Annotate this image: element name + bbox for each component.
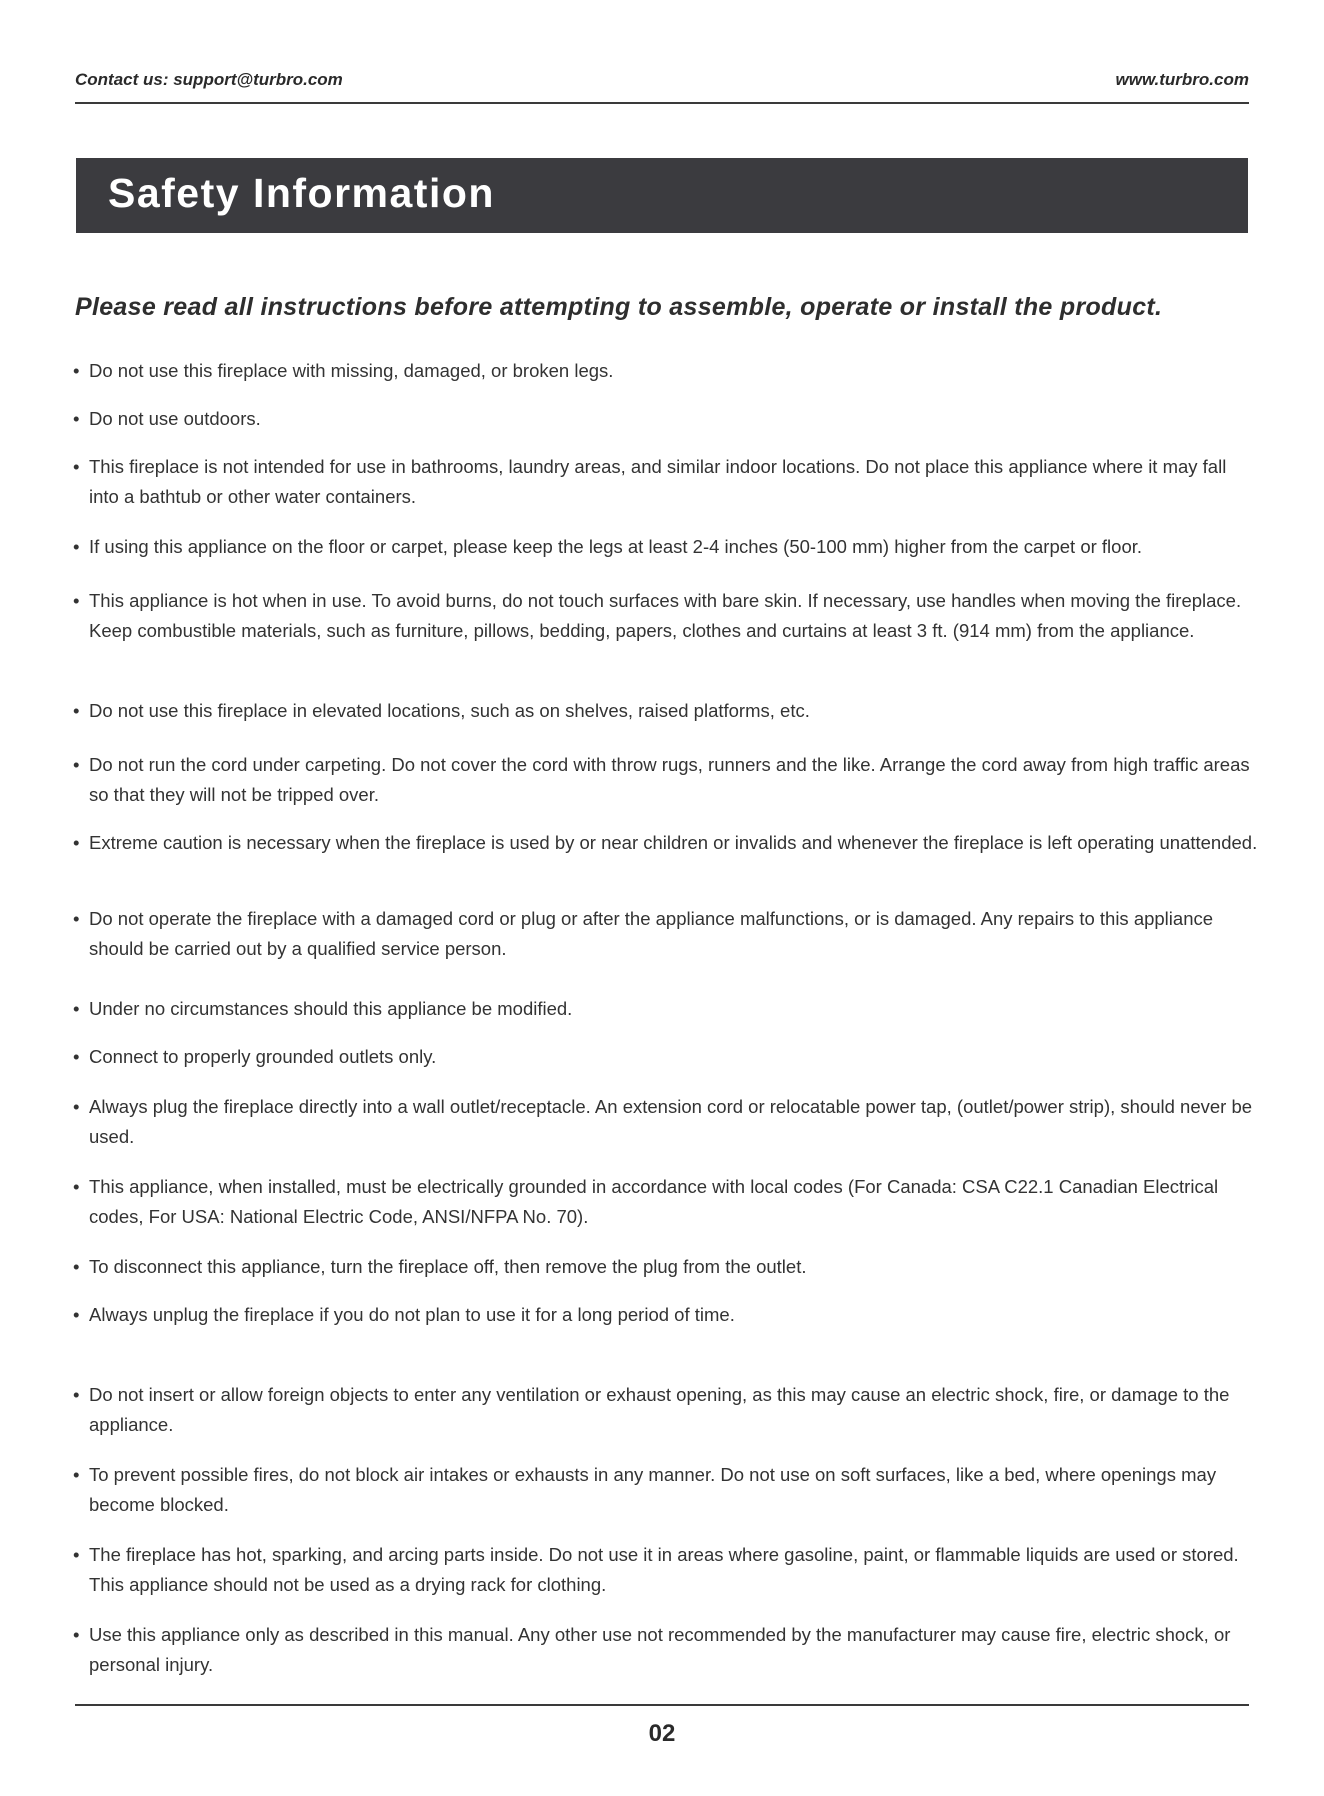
- safety-item-text: Connect to properly grounded outlets only.: [89, 1046, 437, 1067]
- safety-item: [73, 1620, 1258, 1680]
- bullet-icon: •: [73, 1544, 80, 1565]
- bullet-icon: •: [73, 1384, 80, 1405]
- bullet-icon: •: [73, 832, 80, 853]
- safety-item-text: Do not use outdoors.: [89, 408, 261, 429]
- safety-item-text: Use this appliance only as described in this manual. Any other use not recommended by the manufacturer may cause fire, electric shock, or personal injury.: [89, 1624, 1231, 1675]
- safety-item-text: Always plug the fireplace directly into a wall outlet/receptacle. An extension cord or relocatable power tap, (outlet/power strip), should never be used.: [89, 1096, 1253, 1147]
- safety-item-text: This appliance is hot when in use. To avoid burns, do not touch surfaces with bare skin. If necessary, use handles when moving the fireplace. Keep combustible materials, such as furniture, pillows, bedding, papers, clothes and curtains at least 3 ft. (914 mm) from the appliance.: [89, 590, 1242, 641]
- safety-item-text: Do not run the cord under carpeting. Do not cover the cord with throw rugs, runners and the like. Arrange the cord away from high traffic areas so that they will not be tripped over.: [89, 754, 1250, 805]
- bullet-icon: •: [73, 360, 80, 381]
- safety-item-text: Always unplug the fireplace if you do not plan to use it for a long period of time.: [89, 1304, 735, 1325]
- bullet-icon: •: [73, 456, 80, 477]
- bullet-icon: •: [73, 1176, 80, 1197]
- safety-item: [73, 1300, 1258, 1330]
- bullet-icon: •: [73, 700, 80, 721]
- safety-item: [73, 1380, 1258, 1440]
- safety-item: [73, 1042, 1258, 1072]
- instructions-subtitle: Please read all instructions before attempting to assemble, operate or install the product.: [75, 293, 1163, 321]
- safety-item-text: This fireplace is not intended for use in bathrooms, laundry areas, and similar indoor locations. Do not place this appliance where it may fall into a bathtub or other water containers.: [89, 456, 1227, 507]
- safety-item-text: Do not insert or allow foreign objects to enter any ventilation or exhaust opening, as this may cause an electric shock, fire, or damage to the appliance.: [89, 1384, 1230, 1435]
- safety-item-text: To prevent possible fires, do not block air intakes or exhausts in any manner. Do not use on soft surfaces, like a bed, where openings may become blocked.: [89, 1464, 1217, 1515]
- bullet-icon: •: [73, 998, 80, 1019]
- bullet-icon: •: [73, 1256, 80, 1277]
- safety-item: [73, 356, 1258, 386]
- bullet-icon: •: [73, 1624, 80, 1645]
- bullet-icon: •: [73, 408, 80, 429]
- section-title: Safety Information: [108, 170, 495, 216]
- safety-item-text: Do not use this fireplace in elevated locations, such as on shelves, raised platforms, etc.: [89, 700, 810, 721]
- safety-item: [73, 586, 1258, 646]
- safety-item: [73, 532, 1258, 562]
- bullet-icon: •: [73, 1464, 80, 1485]
- safety-item: [73, 994, 1258, 1024]
- safety-item-text: The fireplace has hot, sparking, and arcing parts inside. Do not use it in areas where gasoline, paint, or flammable liquids are used or stored. This appliance should not be used as a drying rack for clothing.: [89, 1544, 1239, 1595]
- bullet-icon: •: [73, 590, 80, 611]
- bullet-icon: •: [73, 754, 80, 775]
- bullet-icon: •: [73, 1096, 80, 1117]
- safety-item: [73, 452, 1258, 512]
- safety-item: [73, 1540, 1258, 1600]
- safety-item: [73, 1092, 1258, 1152]
- website-url: www.turbro.com: [1115, 70, 1249, 89]
- safety-item-text: Do not operate the fireplace with a damaged cord or plug or after the appliance malfunctions, or is damaged. Any repairs to this appliance should be carried out by a qualified service person.: [89, 908, 1214, 959]
- safety-item-text: Extreme caution is necessary when the fireplace is used by or near children or invalids and whenever the fireplace is left operating unattended.: [89, 832, 1258, 853]
- footer-divider: [75, 1704, 1249, 1706]
- safety-item-text: Under no circumstances should this appliance be modified.: [89, 998, 573, 1019]
- header-divider: [75, 102, 1249, 104]
- safety-item-text: If using this appliance on the floor or carpet, please keep the legs at least 2-4 inches (50-100 mm) higher from the carpet or floor.: [89, 536, 1143, 557]
- safety-item: [73, 1460, 1258, 1520]
- safety-item: [73, 1252, 1258, 1282]
- bullet-icon: •: [73, 1304, 80, 1325]
- contact-email: Contact us: support@turbro.com: [75, 70, 343, 89]
- safety-item-text: Do not use this fireplace with missing, damaged, or broken legs.: [89, 360, 614, 381]
- safety-item: [73, 1172, 1258, 1232]
- safety-item: [73, 750, 1258, 810]
- page-number: 02: [648, 1720, 676, 1747]
- page-header: [75, 70, 1249, 90]
- bullet-icon: •: [73, 1046, 80, 1067]
- section-banner: [76, 158, 1248, 233]
- safety-item: [73, 828, 1258, 858]
- safety-item-text: To disconnect this appliance, turn the fireplace off, then remove the plug from the outlet.: [89, 1256, 807, 1277]
- bullet-icon: •: [73, 908, 80, 929]
- bullet-icon: •: [73, 536, 80, 557]
- safety-item: [73, 404, 1258, 434]
- safety-item-text: This appliance, when installed, must be electrically grounded in accordance with local codes (For Canada: CSA C22.1 Canadian Electrical codes, For USA: National Electric Code, ANSI/NFPA No. 70).: [89, 1176, 1219, 1227]
- safety-item: [73, 904, 1258, 964]
- safety-item: [73, 696, 1258, 726]
